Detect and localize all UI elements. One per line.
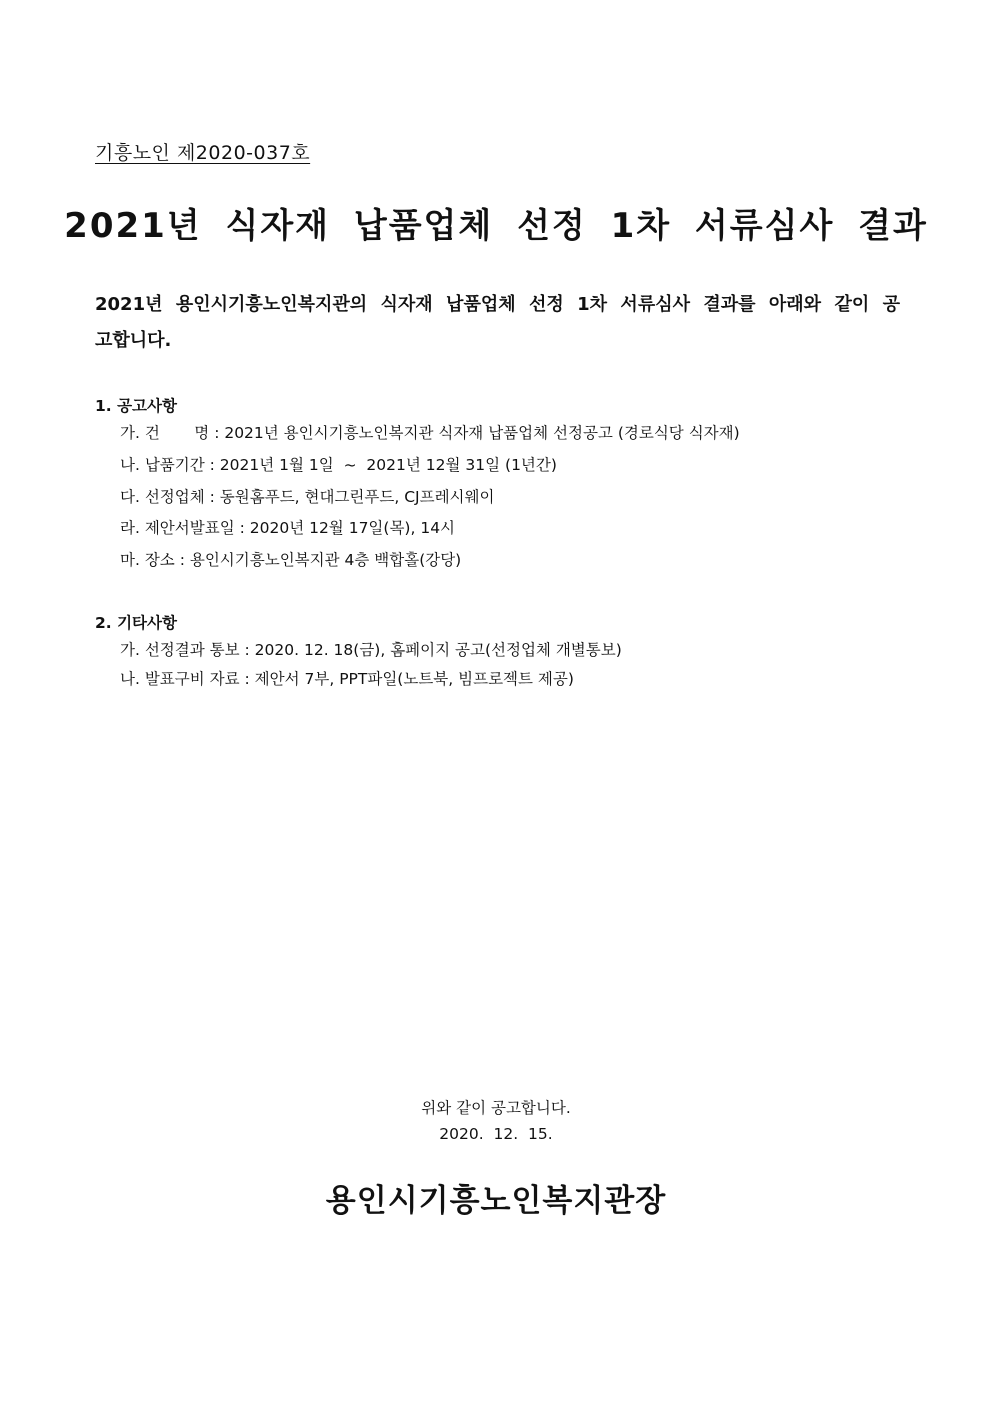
document-title: 2021년 식자재 납품업체 선정 1차 서류심사 결과	[64, 206, 928, 246]
announcement-item-presentation-date: 라. 제안서발표일 : 2020년 12월 17일(목), 14시	[120, 519, 456, 537]
intro-paragraph: 2021년 용인시기흥노인복지관의 식자재 납품업체 선정 1차 서류심사 결과를 아래와 같이 공고합니다.	[95, 294, 900, 351]
announcement-item-period: 나. 납품기간 : 2021년 1월 1일 ~ 2021년 12월 31일 (1년간)	[120, 456, 557, 474]
other-item-notification: 가. 선정결과 통보 : 2020. 12. 18(금), 홈페이지 공고(선정업체 개별통보)	[120, 641, 622, 659]
other-item-materials: 나. 발표구비 자료 : 제안서 7부, PPT파일(노트북, 빔프로젝트 제공)	[120, 670, 574, 688]
document-number: 기흥노인 제2020-037호	[95, 142, 311, 164]
announcement-item-name: 가. 건 명 : 2021년 용인시기흥노인복지관 식자재 납품업체 선정공고 (경로식당 식자재)	[120, 424, 740, 442]
signature-title: 용인시기흥노인복지관장	[325, 1183, 667, 1219]
announcement-date: 2020. 12. 15.	[439, 1125, 553, 1143]
announcement-item-venue: 마. 장소 : 용인시기흥노인복지관 4층 백합홀(강당)	[120, 551, 462, 569]
section-heading-announcement: 1. 공고사항	[95, 397, 177, 415]
announcement-item-companies: 다. 선정업체 : 동원홈푸드, 현대그린푸드, CJ프레시웨이	[120, 488, 495, 506]
closing-statement: 위와 같이 공고합니다.	[421, 1099, 571, 1117]
section-heading-other: 2. 기타사항	[95, 614, 177, 632]
